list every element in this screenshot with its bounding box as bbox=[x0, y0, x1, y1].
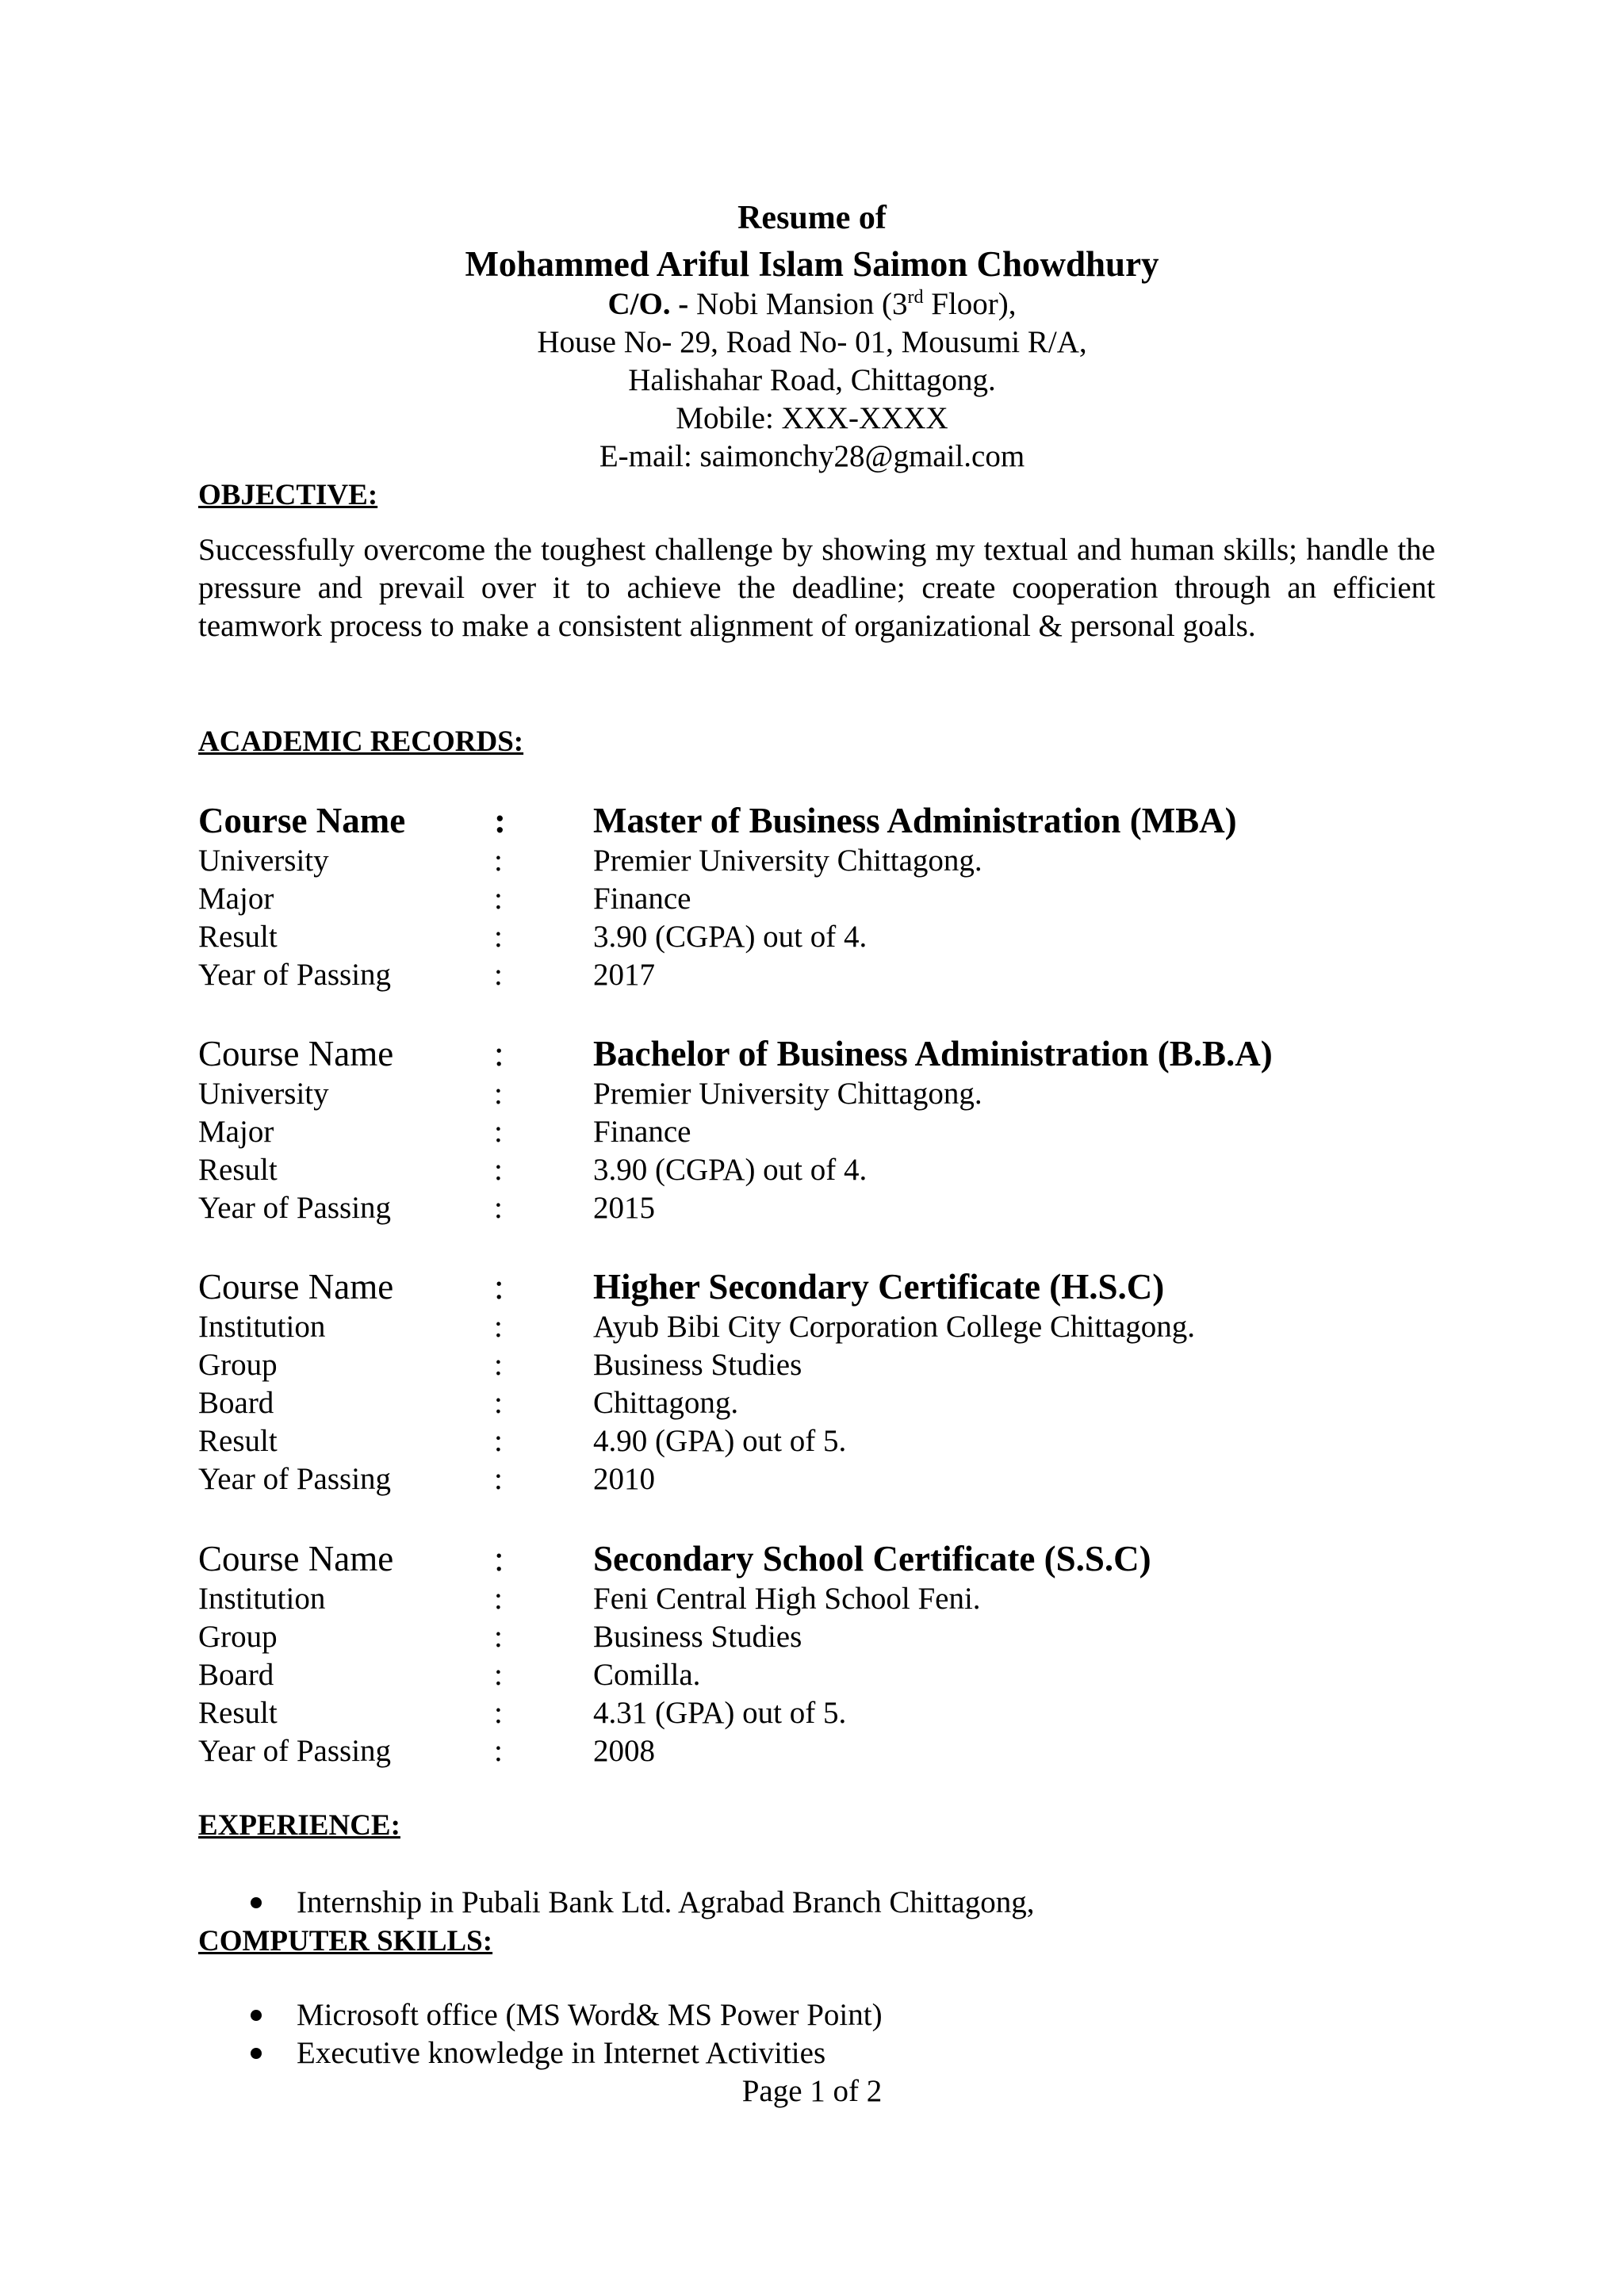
record-row bbox=[0, 1580, 1624, 1618]
colon: : bbox=[494, 1115, 503, 1149]
colon: : bbox=[494, 1582, 503, 1616]
course-name-row bbox=[0, 1536, 1624, 1581]
bullet-icon bbox=[251, 2048, 262, 2059]
course-name-value: Secondary School Certificate (S.S.C) bbox=[593, 1539, 1151, 1578]
record-label: Year of Passing bbox=[198, 1191, 392, 1225]
record-value: 3.90 (CGPA) out of 4. bbox=[593, 920, 868, 954]
list-item bbox=[0, 1996, 1624, 2034]
course-name-label: Course Name bbox=[198, 1034, 394, 1073]
list-item bbox=[0, 2034, 1624, 2072]
record-row bbox=[0, 1075, 1624, 1113]
resume-title: Resume of bbox=[737, 200, 887, 236]
record-value: Premier University Chittagong. bbox=[593, 1077, 982, 1111]
colon: : bbox=[494, 1153, 503, 1187]
colon: : bbox=[494, 1310, 503, 1344]
record-row bbox=[0, 1460, 1624, 1498]
record-label: Board bbox=[198, 1386, 274, 1420]
record-row bbox=[0, 1384, 1624, 1422]
record-value: Finance bbox=[593, 1115, 691, 1149]
page-number: Page 1 of 2 bbox=[741, 2074, 883, 2108]
record-label: Group bbox=[198, 1620, 278, 1654]
record-label: Result bbox=[198, 1696, 278, 1730]
record-label: Year of Passing bbox=[198, 958, 392, 992]
colon: : bbox=[494, 1191, 503, 1225]
course-name-row bbox=[0, 798, 1624, 843]
address-line-1 bbox=[0, 285, 1624, 323]
record-label: Institution bbox=[198, 1310, 326, 1344]
colon: : bbox=[494, 1696, 503, 1730]
record-row bbox=[0, 918, 1624, 956]
record-label: Board bbox=[198, 1658, 274, 1692]
course-name-row bbox=[0, 1265, 1624, 1309]
record-value: Ayub Bibi City Corporation College Chittagong. bbox=[593, 1310, 1196, 1344]
address-line-1-part-a: Nobi Mansion (3 bbox=[688, 287, 908, 321]
record-label: University bbox=[198, 844, 329, 878]
course-name-label: Course Name bbox=[198, 801, 406, 840]
colon: : bbox=[494, 801, 506, 840]
record-row bbox=[0, 1308, 1624, 1346]
record-value: Business Studies bbox=[593, 1620, 802, 1654]
colon: : bbox=[494, 1267, 504, 1307]
record-row bbox=[0, 880, 1624, 918]
record-value: 2008 bbox=[593, 1734, 655, 1768]
record-value: Chittagong. bbox=[593, 1386, 739, 1420]
address-line-3: Halishahar Road, Chittagong. bbox=[628, 363, 996, 397]
record-value: Finance bbox=[593, 882, 691, 916]
address-line-1-part-b: Floor), bbox=[923, 287, 1017, 321]
computer-skills-heading: COMPUTER SKILLS: bbox=[198, 1925, 493, 1957]
colon: : bbox=[494, 1424, 503, 1458]
record-row bbox=[0, 956, 1624, 994]
skill-item: Microsoft office (MS Word& MS Power Point) bbox=[297, 1998, 883, 2032]
bullet-icon bbox=[251, 1897, 262, 1908]
record-row bbox=[0, 1618, 1624, 1656]
email-address: E-mail: saimonchy28@gmail.com bbox=[599, 439, 1025, 473]
record-label: Result bbox=[198, 1153, 278, 1187]
record-value: 3.90 (CGPA) out of 4. bbox=[593, 1153, 868, 1187]
colon: : bbox=[494, 1077, 503, 1111]
objective-text: Successfully overcome the toughest challenge by showing my textual and human skills; handle the pressure and prevail over it to achieve the deadline; create cooperation through an efficient teamwork process to make a consistent alignment of organizational & personal goals. bbox=[198, 533, 1435, 643]
colon: : bbox=[494, 1034, 504, 1073]
mobile-number: Mobile: XXX-XXXX bbox=[676, 401, 948, 435]
colon: : bbox=[494, 920, 503, 954]
record-row bbox=[0, 1113, 1624, 1151]
record-value: 4.90 (GPA) out of 5. bbox=[593, 1424, 847, 1458]
experience-heading: EXPERIENCE: bbox=[198, 1809, 400, 1842]
course-name-label: Course Name bbox=[198, 1267, 394, 1307]
record-label: Institution bbox=[198, 1582, 326, 1616]
record-label: Major bbox=[198, 882, 274, 916]
record-label: Year of Passing bbox=[198, 1734, 392, 1768]
record-label: Year of Passing bbox=[198, 1462, 392, 1496]
skill-item: Executive knowledge in Internet Activities bbox=[297, 2036, 826, 2070]
record-value: Feni Central High School Feni. bbox=[593, 1582, 981, 1616]
record-row bbox=[0, 1189, 1624, 1227]
colon: : bbox=[494, 958, 503, 992]
record-label: Result bbox=[198, 1424, 278, 1458]
colon: : bbox=[494, 1620, 503, 1654]
record-value: Business Studies bbox=[593, 1348, 802, 1382]
colon: : bbox=[494, 1658, 503, 1692]
record-row bbox=[0, 1732, 1624, 1770]
colon: : bbox=[494, 1734, 503, 1768]
address-line-1-superscript: rd bbox=[907, 287, 924, 308]
objective-heading: OBJECTIVE: bbox=[198, 479, 378, 511]
bullet-icon bbox=[251, 2010, 262, 2021]
record-row bbox=[0, 1151, 1624, 1189]
colon: : bbox=[494, 1386, 503, 1420]
address-prefix: C/O. - bbox=[607, 287, 689, 321]
course-name-value: Bachelor of Business Administration (B.B.A) bbox=[593, 1034, 1273, 1073]
record-label: Group bbox=[198, 1348, 278, 1382]
candidate-name: Mohammed Ariful Islam Saimon Chowdhury bbox=[465, 244, 1159, 284]
colon: : bbox=[494, 844, 503, 878]
academic-records-heading: ACADEMIC RECORDS: bbox=[198, 725, 524, 758]
record-value: 4.31 (GPA) out of 5. bbox=[593, 1696, 847, 1730]
record-value: Premier University Chittagong. bbox=[593, 844, 982, 878]
course-name-value: Master of Business Administration (MBA) bbox=[593, 801, 1237, 840]
record-label: Major bbox=[198, 1115, 274, 1149]
colon: : bbox=[494, 1348, 503, 1382]
colon: : bbox=[494, 882, 503, 916]
list-item bbox=[0, 1884, 1624, 1922]
address-line-2: House No- 29, Road No- 01, Mousumi R/A, bbox=[537, 325, 1087, 359]
record-row bbox=[0, 1656, 1624, 1694]
colon: : bbox=[494, 1462, 503, 1496]
course-name-value: Higher Secondary Certificate (H.S.C) bbox=[593, 1267, 1165, 1307]
record-row bbox=[0, 1694, 1624, 1732]
colon: : bbox=[494, 1539, 504, 1578]
record-label: University bbox=[198, 1077, 329, 1111]
course-name-row bbox=[0, 1031, 1624, 1076]
course-name-label: Course Name bbox=[198, 1539, 394, 1578]
record-row bbox=[0, 842, 1624, 880]
record-label: Result bbox=[198, 920, 278, 954]
record-value: 2015 bbox=[593, 1191, 655, 1225]
record-row bbox=[0, 1346, 1624, 1384]
record-value: Comilla. bbox=[593, 1658, 701, 1692]
record-value: 2010 bbox=[593, 1462, 655, 1496]
record-row bbox=[0, 1422, 1624, 1460]
record-value: 2017 bbox=[593, 958, 655, 992]
experience-item: Internship in Pubali Bank Ltd. Agrabad Branch Chittagong, bbox=[297, 1885, 1035, 1919]
